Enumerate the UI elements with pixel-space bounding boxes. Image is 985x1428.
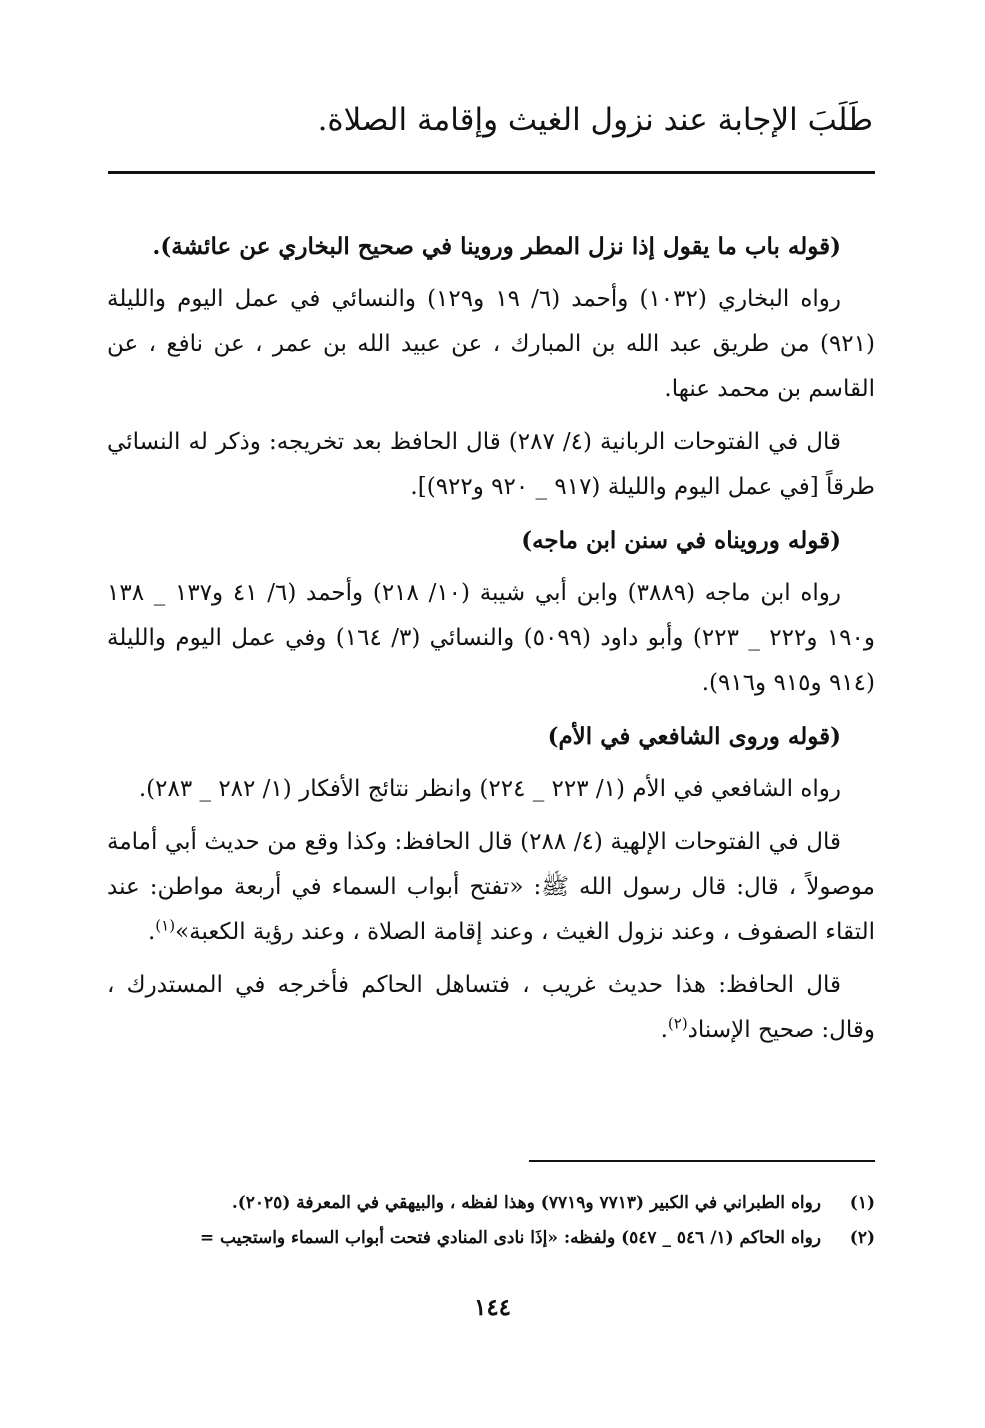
paragraph-text: رواه الشافعي في الأم (١/ ٢٢٣ _ ٢٢٤) وانظر نتائج الأفكار (١/ ٢٨٢ _ ٢٨٣). — [138, 776, 841, 802]
paragraph-text: (قوله وروى الشافعي في الأم) — [547, 723, 841, 750]
footnote-reference[interactable]: (٢) — [667, 1014, 688, 1033]
footnote-number: (٢) — [849, 1228, 875, 1248]
paragraph-text: رواه البخاري (١٠٣٢) وأحمد (٦/ ١٩ و١٢٩) والنسائي في عمل اليوم والليلة (٩٢١) من طريق عبد الله بن المبارك ، عن عبيد الله بن عمر ، عن نافع ، عن القاسم بن محمد عنها. — [107, 286, 875, 402]
paragraph-quote-shafii — [107, 714, 875, 759]
paragraph-end-mark: . — [660, 1017, 668, 1043]
paragraph-ibn-majah-takhrij — [107, 571, 875, 706]
paragraph-end-mark: . — [147, 919, 156, 945]
page-number: ١٤٤ — [473, 1294, 512, 1321]
footnote-text: رواه الطبراني في الكبير (٧٧١٣ و٧٧١٩) وهذا لفظه ، والبيهقي في المعرفة (٢٠٢٥). — [231, 1193, 821, 1213]
footnote-item — [107, 1221, 875, 1256]
paragraph-futuhat-rabbaniyya — [107, 420, 875, 510]
paragraph-text: قال في الفتوحات الربانية (٤/ ٢٨٧) قال الحافظ بعد تخريجه: وذكر له النسائي طرقاً [في عمل اليوم والليلة (٩١٧ _ ٩٢٠ و٩٢٢)]. — [107, 429, 875, 500]
running-head: طَلَبَ الإجابة عند نزول الغيث وإقامة الصلاة. — [317, 102, 873, 138]
footnote-reference[interactable]: (١) — [155, 916, 176, 935]
paragraph-text: رواه ابن ماجه (٣٨٨٩) وابن أبي شيبة (١٠/ ٢١٨) وأحمد (٦/ ٤١ و١٣٧ _ ١٣٨ و١٩٠ و٢٢٢ _ ٢٢٣) وأبو داود (٥٠٩٩) والنسائي (٣/ ١٦٤) وفي عمل اليوم والليلة (٩١٤ و٩١٥ و٩١٦). — [107, 580, 875, 696]
footnote-number: (١) — [849, 1193, 875, 1213]
paragraph-text: قال الحافظ: هذا حديث غريب ، فتساهل الحاكم فأخرجه في المستدرك ، وقال: صحيح الإسناد — [107, 972, 875, 1043]
header-rule — [108, 171, 875, 174]
footnote-item — [107, 1186, 875, 1221]
main-text — [107, 224, 875, 1061]
paragraph-text: (قوله باب ما يقول إذا نزل المطر وروينا في صحيح البخاري عن عائشة). — [152, 233, 841, 260]
footnote-separator — [529, 1160, 875, 1162]
paragraph-text: قال في الفتوحات الإلهية (٤/ ٢٨٨) قال الحافظ: وكذا وقع من حديث أبي أمامة موصولاً ، قال: قال رسول الله ﷺ: «تفتح أبواب السماء في أربعة مواطن: عند التقاء الصفوف ، وعند نزول الغيث ، وعند إقامة الصلاة ، وعند رؤية الكعبة» — [107, 829, 875, 945]
paragraph-text: (قوله ورويناه في سنن ابن ماجه) — [521, 527, 841, 554]
paragraph-hafiz-comment — [107, 963, 875, 1053]
paragraph-quote-ibn-majah — [107, 518, 875, 563]
paragraph-bukhari-takhrij — [107, 277, 875, 412]
paragraph-shafii-takhrij — [107, 767, 875, 812]
paragraph-quote-aisha — [107, 224, 875, 269]
footnote-text: رواه الحاكم (١/ ٥٤٦ _ ٥٤٧) ولفظه: «إذَا نادى المنادي فتحت أبواب السماء واستجيب = — [199, 1228, 821, 1248]
paragraph-futuhat-ilahiyya — [107, 820, 875, 955]
footnotes — [107, 1186, 875, 1256]
